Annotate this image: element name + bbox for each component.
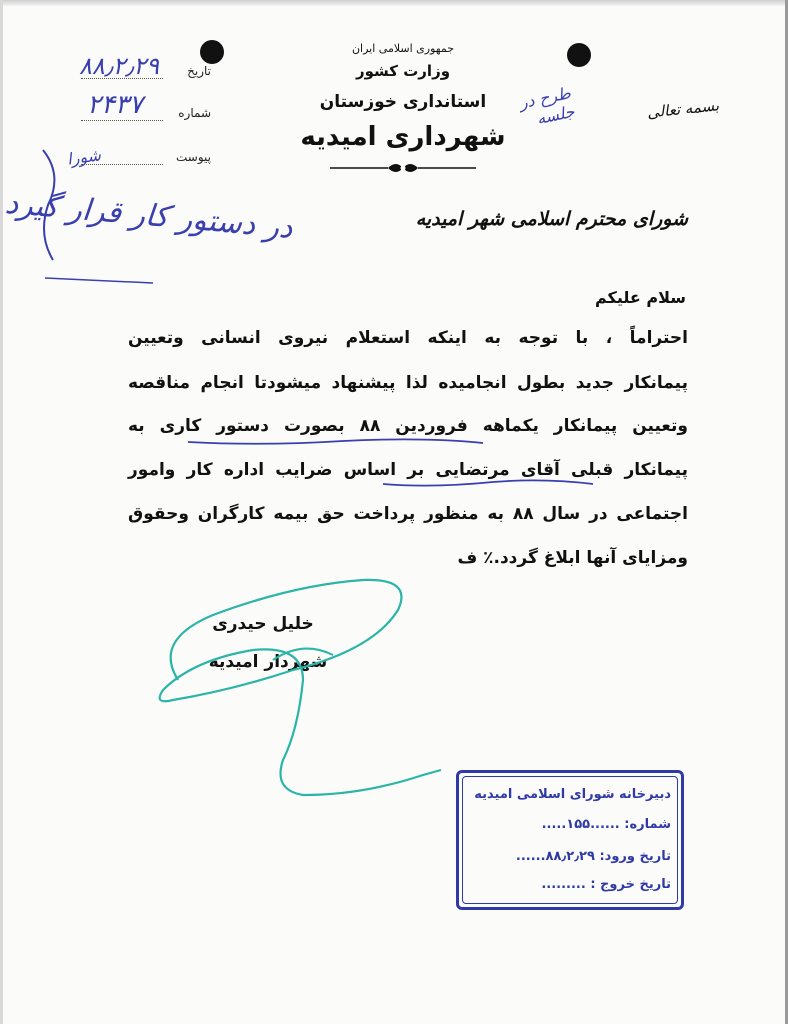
signer-name: خلیل حیدری xyxy=(212,614,314,634)
ministry-line: وزارت کشور xyxy=(355,62,451,80)
province-line: استانداری خوزستان xyxy=(319,92,487,112)
attachment-label: پیوست xyxy=(176,150,211,164)
body-line-5: اجتماعی در سال ۸۸ به منظور پرداخت حق بیمه کارگران وحقوق xyxy=(128,504,688,524)
stamp-entry-date: تاریخ ورود: ۸۸٫۲٫۲۹...... xyxy=(515,849,671,864)
handwritten-top-note: طرح در جلسه xyxy=(517,83,577,129)
date-label: تاریخ xyxy=(187,64,211,78)
recipient: شورای محترم اسلامی شهر امیدیه xyxy=(415,208,688,230)
body-line-3: وتعیین پیمانکار یکماهه فروردین ۸۸ بصورت دستور کاری به xyxy=(128,416,688,436)
body-line-1: احتراماً ، با توجه به اینکه استعلام نیروی انسانی وتعیین xyxy=(128,328,688,348)
body-line-2: پیمانکار جدید بطول انجامیده لذا پیشنهاد میشودتا انجام مناقصه xyxy=(128,373,688,393)
republic-line: جمهوری اسلامی ایران xyxy=(351,42,455,55)
body-line-6: ومزایای آنها ابلاغ گردد.٪ ف xyxy=(457,548,688,568)
handwritten-small-note: شورا xyxy=(65,145,102,169)
stamp-title: دبیرخانه شورای اسلامی امیدیه xyxy=(474,787,671,802)
handwritten-side-note: در دستور کار قرار گیرد xyxy=(3,185,295,246)
number-value: ۲۴۳۷ xyxy=(87,90,143,120)
bismillah: بسمه تعالی xyxy=(646,96,720,122)
stamp-number: شماره: ......۱۵۵..... xyxy=(541,817,671,832)
greeting: سلام علیکم xyxy=(594,288,686,307)
municipality-title: شهرداری امیدیه xyxy=(300,122,506,152)
body-line-4: پیمانکار قبلی آقای مرتضایی بر اساس ضرایب اداره کار وامور xyxy=(128,460,688,480)
stamp-exit-date: تاریخ خروج : ......... xyxy=(541,877,671,892)
council-secretariat-stamp xyxy=(456,770,684,910)
signer-title: شهردار امیدیه xyxy=(208,652,328,672)
number-label: شماره xyxy=(178,106,211,120)
date-value: ۸۸٫۲٫۲۹ xyxy=(79,52,160,80)
